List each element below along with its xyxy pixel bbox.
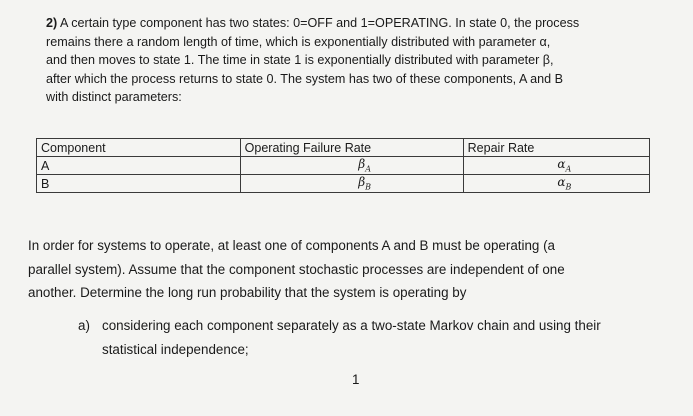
header-failure-rate: Operating Failure Rate	[240, 139, 463, 157]
part-a-label: a)	[78, 318, 90, 333]
repair-rate-cell: $\alpha_B$	[463, 175, 649, 193]
problem-line-5: with distinct parameters:	[46, 90, 182, 105]
failure-rate-cell: $\beta_B$	[240, 175, 463, 193]
component-cell: B	[37, 175, 241, 193]
problem-line-3: and then moves to state 1. The time in state 1 is exponentially distributed with parameter β,	[46, 53, 554, 68]
table-row	[37, 175, 650, 193]
paragraph-line-3: another. Determine the long run probability that the system is operating by	[28, 285, 467, 300]
part-a-text-2: statistical independence;	[102, 341, 249, 357]
problem-text-1: A certain type component has two states: 0=OFF and 1=OPERATING. In state 0, the process	[60, 16, 580, 30]
question-paragraph	[28, 234, 668, 305]
part-a	[78, 314, 678, 361]
page-number: 1	[352, 372, 360, 387]
repair-rate-cell: $\alpha_A$	[463, 157, 649, 175]
paragraph-line-1: In order for systems to operate, at least one of components A and B must be operating (a	[28, 238, 556, 253]
paragraph-line-2: parallel system). Assume that the component stochastic processes are independent of one	[28, 261, 565, 277]
component-cell: A	[37, 157, 241, 175]
header-component: Component	[37, 139, 241, 157]
table-row	[37, 157, 650, 175]
problem-statement	[46, 14, 656, 107]
problem-line-1	[46, 14, 656, 33]
failure-rate-cell: $\beta_A$	[240, 157, 463, 175]
part-a-line-1	[78, 314, 678, 338]
parameter-table	[36, 138, 650, 193]
problem-line-2: remains there a random length of time, which is exponentially distributed with parameter α,	[46, 34, 551, 49]
problem-number: 2)	[46, 16, 58, 30]
table-header-row	[37, 139, 650, 157]
header-repair-rate: Repair Rate	[463, 139, 649, 157]
problem-line-4: after which the process returns to state 0. The system has two of these components, A and B	[46, 71, 564, 86]
part-a-text-1: considering each component separately as a two-state Markov chain and using their	[102, 318, 601, 333]
